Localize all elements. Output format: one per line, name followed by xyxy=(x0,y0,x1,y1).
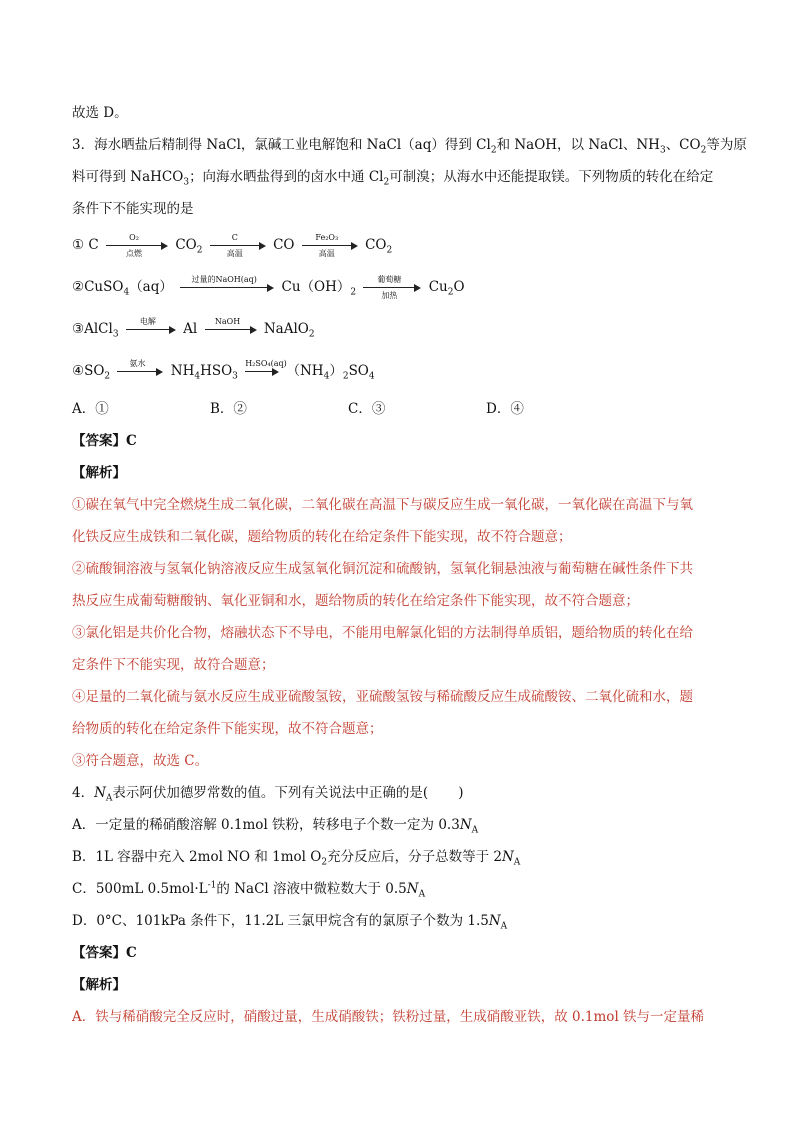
q3-analysis-line: 定条件下不能实现，故符合题意； xyxy=(72,657,275,673)
q3-analysis-line: ②硫酸铜溶液与氢氧化钠溶液反应生成氢氧化铜沉淀和硫酸钠，氢氧化铜悬浊液与葡萄糖在碱性条件下共 xyxy=(72,561,693,577)
q3-analysis-line: 化铁反应生成铁和二氧化碳，题给物质的转化在给定条件下能实现，故不符合题意； xyxy=(72,529,572,545)
q3-analysis-line: ④足量的二氧化硫与氨水反应生成亚硫酸氢铵，亚硫酸氢铵与稀硫酸反应生成硫酸铵、二氧化硫和水，题 xyxy=(72,689,693,705)
q4-answer: 【答案】C xyxy=(72,945,137,961)
reaction-3: ③AlCl$_3$ 电解 Al NaOH NaAlO$_2$ xyxy=(72,316,718,343)
arrow-icon: NaOH xyxy=(205,317,257,343)
reaction-1: ① C O₂ 点燃 $CO_2$ C 高温 CO Fe₂O₃ 高温 $CO_2$ xyxy=(72,232,393,258)
q4-option-d: D．0°C、101kPa 条件下，11.2L 三氯甲烷含有的氯原子个数为 $1.5N_A$ xyxy=(72,913,508,932)
q4-stem: 4．$N_A$表示阿伏加德罗常数的值。下列有关说法中正确的是( ) xyxy=(72,785,464,804)
arrow-icon: O₂ 点燃 xyxy=(106,233,168,259)
q3-analysis-line: 给物质的转化在给定条件下能实现，故不符合题意； xyxy=(72,721,383,737)
q3-analysis-title: 【解析】 xyxy=(72,465,126,481)
q4-option-a: A．一定量的稀硝酸溶解 0.1mol 铁粉，转移电子个数一定为 $0.3N_A$ xyxy=(72,817,479,836)
prev-conclusion: 故选 D。 xyxy=(72,105,128,121)
q3-stem-line2: 料可得到 NaHCO$_3$；向海水晒盐得到的卤水中通 $Cl_2$可制溴；从海水中还能提取镁。下列物质的转化在给定 xyxy=(72,169,714,188)
arrow-icon: C 高温 xyxy=(210,233,266,259)
q4-analysis-line: A．铁与稀硝酸完全反应时，硝酸过量，生成硝酸铁；铁粉过量，生成硝酸亚铁，故 0.1mol 铁与一定量稀 xyxy=(72,1009,705,1025)
arrow-icon: 氨水 xyxy=(117,359,163,385)
q3-stem-line3: 条件下不能实现的是 xyxy=(72,201,194,217)
q4-option-b: B．1L 容器中充入 2mol NO 和 1mol $O_2$充分反应后，分子总数等于 $2N_A$ xyxy=(72,849,521,868)
q3-analysis-line: ③氯化铝是共价化合物，熔融状态下不导电，不能用电解氯化铝的方法制得单质铝，题给物质的转化在给 xyxy=(72,625,693,641)
q3-answer: 【答案】C xyxy=(72,433,137,449)
q3-stem-line1: 3．海水晒盐后精制得 NaCl，氯碱工业电解饱和 NaCl（aq）得到 $Cl_2$和 NaOH，以 NaCl、$NH_3$、$CO_2$等为原 xyxy=(72,137,747,156)
option-b: B．② xyxy=(210,401,247,417)
q3-analysis-line: 热反应生成葡萄糖酸钠、氧化亚铜和水，题给物质的转化在给定条件下能实现，故不符合题意； xyxy=(72,593,639,609)
option-a: A．① xyxy=(72,401,109,417)
reaction-4: $④SO_2$ 氨水 $NH_4HSO_3$ H₂SO₄(aq) $(NH_4)_2SO_4$ xyxy=(72,358,718,385)
option-d: D．④ xyxy=(486,401,524,417)
q4-analysis-title: 【解析】 xyxy=(72,977,126,993)
q4-option-c: C．500mL $0.5mol\cdot L^{-1}$的 NaCl 溶液中微粒数大于 $0.5N_A$ xyxy=(72,880,426,900)
arrow-icon: 葡萄糖 加热 xyxy=(363,275,421,301)
q3-analysis-line: ①碳在氧气中完全燃烧生成二氧化碳，二氧化碳在高温下与碳反应生成一氧化碳，一氧化碳在高温下与氧 xyxy=(72,497,693,513)
arrow-icon: H₂SO₄(aq) xyxy=(245,359,279,385)
option-c: C．③ xyxy=(348,401,386,417)
q3-analysis-line: ③符合题意，故选 C。 xyxy=(72,753,209,769)
arrow-icon: Fe₂O₃ 高温 xyxy=(302,233,358,259)
arrow-icon: 过量的NaOH(aq) xyxy=(180,275,274,301)
arrow-icon: 电解 xyxy=(126,317,176,343)
reaction-2: ②CuSO$_4$（aq） 过量的NaOH(aq) $Cu(OH)_2$ 葡萄糖 加热 $Cu_2O$ xyxy=(72,274,465,300)
